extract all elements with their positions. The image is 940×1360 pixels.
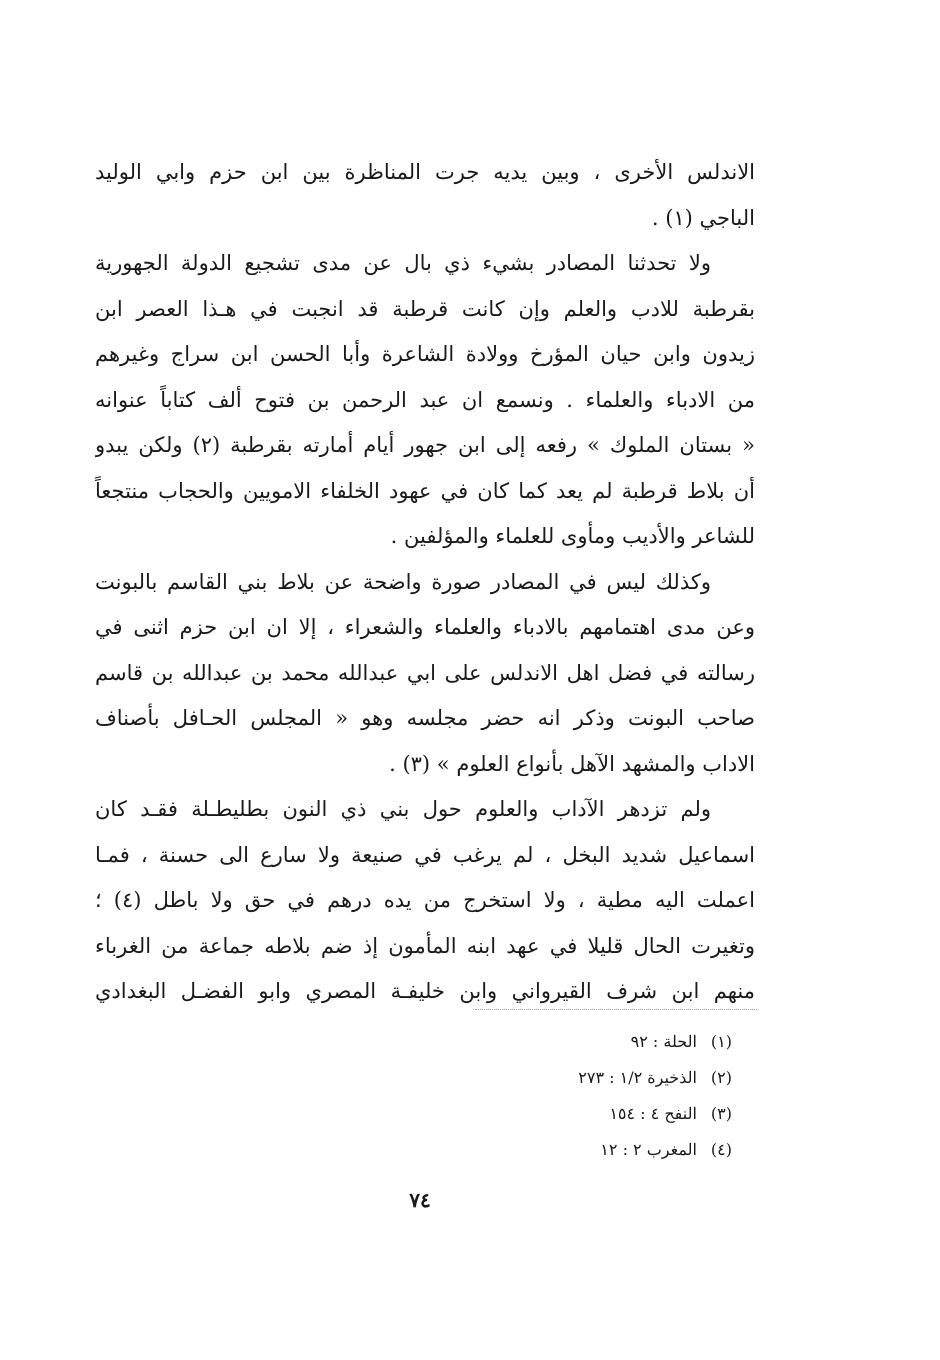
- footnote-number: (٤): [710, 1140, 732, 1159]
- footnote-separator: [475, 1009, 757, 1010]
- text-line: صاحب البونت وذكر انه حضر مجلسه وهو « المجلس الحـافل بأصناف: [95, 706, 755, 730]
- footnote: [500, 1024, 732, 1060]
- footnote-text: الحلة : ٩٢: [630, 1032, 697, 1051]
- text-line: بقرطبة للادب والعلم وإن كانت قرطبة قد انجبت في هـذا العصر ابن: [95, 296, 755, 321]
- text-line: « بستان الملوك » رفعه إلى ابن جهور أيام أمارته بقرطبة (٢) ولكن يبدو: [95, 433, 755, 457]
- text-line: من الادباء والعلماء . ونسمع ان عبد الرحمن بن فتوح ألف كتاباً عنوانه: [95, 387, 755, 412]
- text-line: الاداب والمشهد الآهل بأنواع العلوم » (٣) .: [389, 751, 755, 776]
- text-line: زيدون وابن حيان المؤرخ وولادة الشاعرة وأبا الحسن ابن سراج وغيرهم: [95, 342, 755, 366]
- footnote: [500, 1132, 732, 1168]
- footnote-text: المغرب ٢ : ١٢: [600, 1140, 697, 1159]
- footnotes: [500, 1024, 732, 1168]
- footnote-text: الذخيرة ١/٢ : ٢٧٣: [578, 1068, 697, 1087]
- text-line: اعملت اليه مطية ، ولا استخرج من يده درهم في حق ولا باطل (٤) ؛: [95, 888, 755, 912]
- text-line: منهم ابن شرف القيرواني وابن خليفـة المصري وابو الفضـل البغدادي: [95, 979, 755, 1003]
- text-line: اسماعيل شديد البخل ، لم يرغب في صنيعة ولا سارع الى حسنة ، فمـا: [95, 842, 755, 867]
- footnote: [500, 1060, 732, 1096]
- footnote-number: (١): [710, 1032, 732, 1051]
- text-line: وعن مدى اهتمامهم بالادباء والعلماء والشعراء ، إلا ان ابن حزم اثنى في: [95, 615, 755, 639]
- text-line: رسالته في فضل اهل الاندلس على ابي عبدالله محمد بن عبدالله بن قاسم: [95, 660, 755, 685]
- text-line: وكذلك ليس في المصادر صورة واضحة عن بلاط بني القاسم بالبونت: [95, 569, 711, 594]
- footnote-number: (٢): [710, 1068, 732, 1087]
- text-line: الاندلس الأخرى ، وبين يديه جرت المناظرة بين ابن حزم وابي الوليد: [95, 160, 755, 184]
- text-line: الباجي (١) .: [651, 205, 755, 230]
- page-number: ٧٤: [409, 1188, 431, 1212]
- body-text: [95, 150, 755, 1015]
- footnote: [500, 1096, 732, 1132]
- footnote-text: النفح ٤ : ١٥٤: [609, 1104, 697, 1123]
- footnote-number: (٣): [710, 1104, 732, 1123]
- text-line: أن بلاط قرطبة لم يعد كما كان في عهود الخلفاء الامويين والحجاب منتجعاً: [95, 478, 755, 503]
- text-line: ولم تزدهر الآداب والعلوم حول بني ذي النون بطليطـلة فقـد كان: [95, 797, 711, 821]
- text-line: للشاعر والأديب ومأوى للعلماء والمؤلفين .: [390, 524, 755, 548]
- text-line: وتغيرت الحال قليلا في عهد ابنه المأمون إذ ضم بلاطه جماعة من الغرباء: [95, 933, 755, 958]
- text-line: ولا تحدثنا المصادر بشيء ذي بال عن مدى تشجيع الدولة الجهورية: [95, 251, 711, 275]
